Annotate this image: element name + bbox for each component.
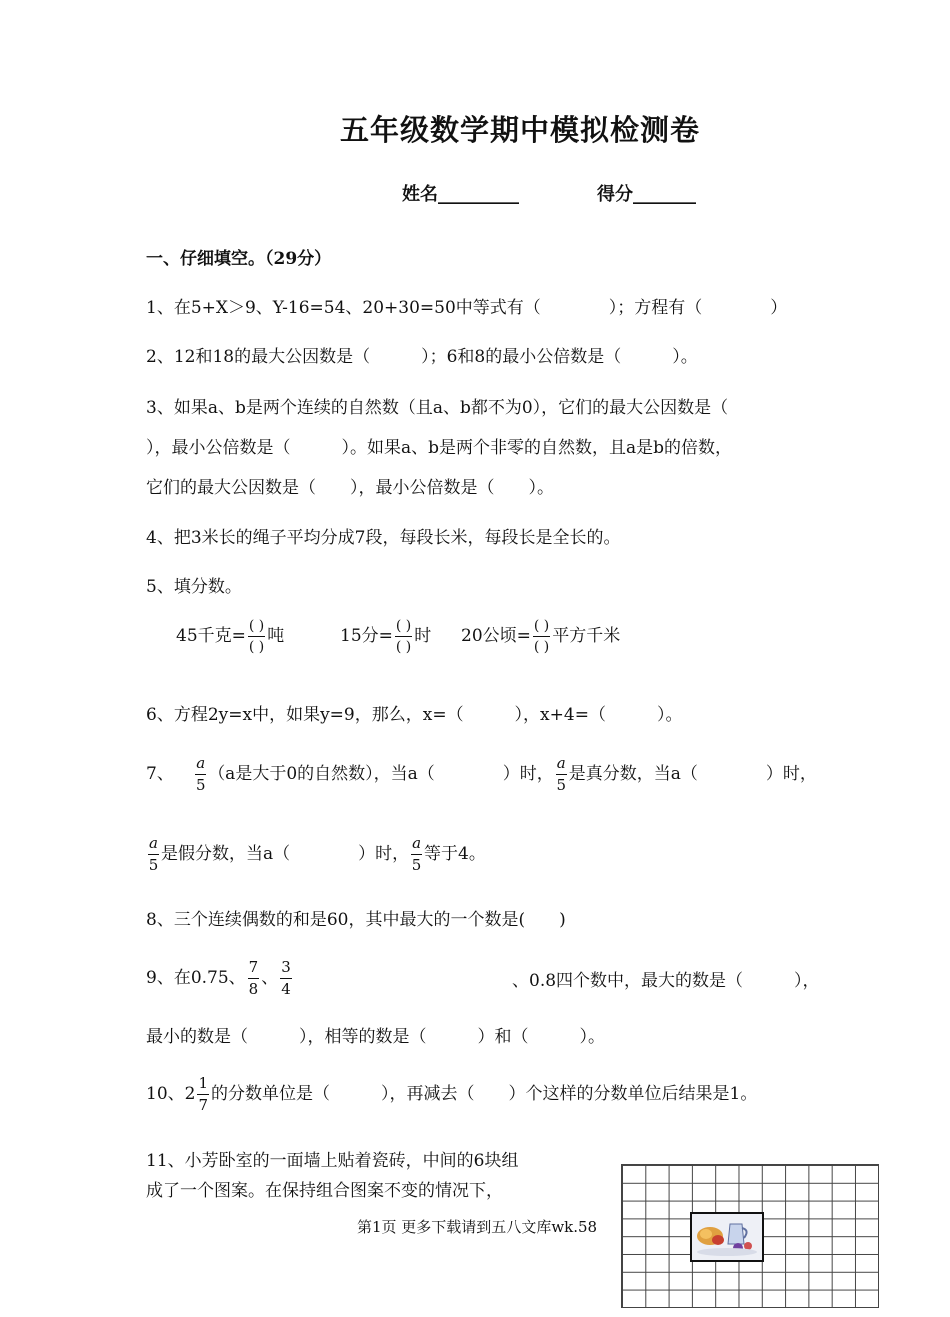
section-heading: 一、仔细填空。（29分） — [146, 249, 332, 269]
fraction-3-over-4 — [280, 960, 292, 997]
blank-fraction — [395, 619, 412, 654]
fruit-teapot-picture — [692, 1214, 762, 1260]
fraction-7-over-8 — [248, 960, 260, 997]
fraction-numerator: 3 — [280, 960, 292, 979]
fraction-denominator: 8 — [248, 980, 259, 998]
fraction-a-over-5 — [411, 836, 422, 873]
question-5-item-a — [176, 619, 284, 654]
fraction-a-over-5 — [195, 756, 206, 793]
blank-numerator: ( ) — [533, 619, 550, 637]
question-7-text-4: 等于4。 — [424, 844, 486, 864]
blank-fraction — [533, 619, 550, 654]
item-c-prefix: 20公顷= — [461, 626, 531, 646]
fraction-denominator: 7 — [198, 1096, 208, 1114]
fraction-denominator: 5 — [556, 776, 567, 794]
blank-denominator: ( ) — [248, 639, 265, 655]
fraction-a-over-5 — [148, 836, 159, 873]
blank-numerator: ( ) — [395, 619, 412, 637]
question-5-item-c — [461, 619, 620, 654]
fraction-denominator: 5 — [195, 776, 206, 794]
separator: 、 — [261, 968, 279, 988]
question-6: 6、方程2y=x中，如果y=9，那么，x=（ ），x+4=（ ）。 — [146, 705, 683, 725]
page-footer: 第1页 更多下载请到五八文库wk.58 — [357, 1218, 598, 1236]
question-7-line-1 — [146, 756, 817, 793]
question-7-text-2: 是真分数，当a（ ）时， — [568, 764, 817, 784]
question-2: 2、12和18的最大公因数是（ ）；6和8的最小公倍数是（ ）。 — [146, 347, 698, 367]
question-7-text-3: 是假分数，当a（ ）时， — [160, 844, 410, 864]
fraction-1-over-7 — [197, 1076, 209, 1113]
question-7-text-1: （a是大于0的自然数），当a（ ）时， — [208, 764, 554, 784]
question-1: 1、在5+X＞9、Y-16=54、20+30=50中等式有（ ）；方程有（ ） — [146, 298, 788, 318]
item-a-prefix: 45千克= — [176, 626, 246, 646]
question-10-prefix: 10、2 — [146, 1084, 196, 1104]
fraction-denominator: 5 — [148, 856, 159, 874]
question-3-line-3: 它们的最大公因数是（ ），最小公倍数是（ ）。 — [146, 478, 554, 498]
fraction-denominator: 5 — [411, 856, 422, 874]
tile-pattern-image — [690, 1212, 764, 1262]
item-b-prefix: 15分= — [340, 626, 393, 646]
fraction-numerator: a — [556, 756, 567, 775]
question-7-line-2 — [146, 836, 486, 873]
item-b-unit: 时 — [414, 626, 432, 646]
score-field-label: 得分_______ — [597, 184, 696, 205]
page-title: 五年级数学期中模拟检测卷 — [339, 113, 700, 147]
fraction-numerator: a — [148, 836, 159, 855]
item-c-unit: 平方千米 — [552, 626, 621, 646]
question-9-prefix: 9、在0.75、 — [146, 968, 246, 988]
fraction-numerator: a — [411, 836, 422, 855]
question-10 — [146, 1076, 757, 1113]
fraction-a-over-5 — [556, 756, 567, 793]
question-11-line-1: 11、小芳卧室的一面墙上贴着瓷砖，中间的6块组 — [146, 1151, 519, 1171]
blank-fraction — [248, 619, 265, 654]
fraction-numerator: 1 — [197, 1076, 209, 1095]
fraction-numerator: a — [195, 756, 206, 775]
question-9-line-2: 最小的数是（ ），相等的数是（ ）和（ ）。 — [146, 1027, 605, 1047]
question-3-line-2: ），最小公倍数是（ ）。如果a、b是两个非零的自然数，且a是b的倍数， — [146, 438, 733, 458]
blank-denominator: ( ) — [533, 639, 550, 655]
blank-numerator: ( ) — [248, 619, 265, 637]
question-5: 5、填分数。 — [146, 577, 242, 597]
fraction-denominator: 4 — [281, 980, 291, 998]
blank-denominator: ( ) — [395, 639, 412, 655]
question-9-line-1 — [146, 960, 294, 997]
question-10-text: 的分数单位是（ ），再减去（ ）个这样的分数单位后结果是1。 — [211, 1084, 758, 1104]
question-11-line-2: 成了一个图案。在保持组合图案不变的情况下， — [146, 1181, 503, 1201]
question-8: 8、三个连续偶数的和是60，其中最大的一个数是( ) — [146, 910, 566, 930]
fraction-numerator: 7 — [248, 960, 260, 979]
question-5-item-b — [340, 619, 431, 654]
name-field-label: 姓名_________ — [402, 184, 519, 205]
question-3-line-1: 3、如果a、b是两个连续的自然数（且a、b都不为0），它们的最大公因数是（ — [146, 398, 729, 418]
question-7-number: 7、 — [146, 764, 174, 784]
question-4: 4、把3米长的绳子平均分成7段，每段长米，每段长是全长的。 — [146, 528, 621, 548]
question-9-line-1-tail: 、0.8四个数中，最大的数是（ ）， — [512, 971, 820, 991]
item-a-unit: 吨 — [267, 626, 285, 646]
